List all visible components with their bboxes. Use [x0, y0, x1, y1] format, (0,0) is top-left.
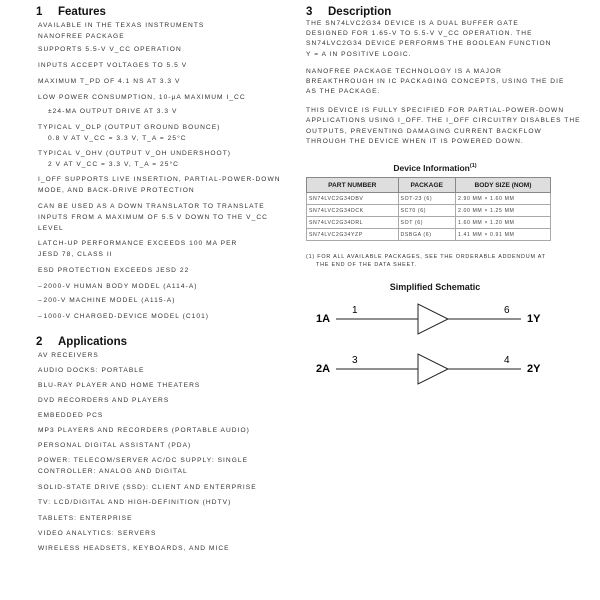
- applications-line: SOLID-STATE DRIVE (SSD): CLIENT AND ENTERPRISE: [38, 484, 257, 491]
- cell-body-size: 2.90 MM × 1.60 MM: [455, 193, 550, 205]
- applications-number: 2: [36, 336, 43, 348]
- features-number: 1: [36, 6, 43, 18]
- applications-line: BLU-RAY PLAYER AND HOME THEATERS: [38, 382, 201, 389]
- description-line: THE SN74LVC2G34 DEVICE IS A DUAL BUFFER GATE: [306, 20, 519, 27]
- cell-package: SOT-23 (6): [398, 193, 455, 205]
- applications-line: EMBEDDED PCS: [38, 412, 104, 419]
- buffer-2-input-pin: 3: [352, 355, 358, 366]
- features-subline: – 200-V MACHINE MODEL (A115-A): [38, 297, 176, 305]
- features-line: INPUTS FROM A MAXIMUM OF 5.5 V DOWN TO THE V_CC: [38, 214, 268, 221]
- device-info-footnote-line: THE END OF THE DATA SHEET.: [316, 262, 417, 268]
- features-line: LATCH-UP PERFORMANCE EXCEEDS 100 MA PER: [38, 240, 238, 247]
- cell-part-number: SN74LVC2G34DCK: [307, 205, 399, 217]
- features-line: LOW POWER CONSUMPTION, 10-µA MAXIMUM I_CC: [38, 94, 246, 101]
- applications-line: VIDEO ANALYTICS: SERVERS: [38, 530, 157, 537]
- applications-line: MP3 PLAYERS AND RECORDERS (PORTABLE AUDIO): [38, 427, 250, 434]
- buffer-1-input-label: 1A: [316, 313, 331, 325]
- applications-line: DVD RECORDERS AND PLAYERS: [38, 397, 170, 404]
- cell-part-number: SN74LVC2G34DRL: [307, 217, 399, 229]
- features-subline: – 1000-V CHARGED-DEVICE MODEL (C101): [38, 313, 209, 321]
- buffer-1-output-pin: 6: [504, 305, 510, 316]
- features-line: SUPPORTS 5.5-V V_CC OPERATION: [38, 46, 182, 53]
- description-line: Y = A IN POSITIVE LOGIC.: [306, 51, 412, 58]
- header-body-size: BODY SIZE (NOM): [455, 178, 550, 193]
- description-line: SN74LVC2G34 DEVICE PERFORMS THE BOOLEAN FUNCTION: [306, 40, 552, 47]
- features-line: MAXIMUM T_PD OF 4.1 NS AT 3.3 V: [38, 78, 181, 85]
- cell-package: SOT (6): [398, 217, 455, 229]
- description-line: THROUGH THE DEVICE WHEN IT IS POWERED DOWN.: [306, 138, 524, 145]
- features-line: JESD 78, CLASS II: [38, 251, 113, 258]
- cell-body-size: 1.60 MM × 1.20 MM: [455, 217, 550, 229]
- features-line: TYPICAL V_OLP (OUTPUT GROUND BOUNCE): [38, 124, 221, 131]
- buffer-2: [316, 354, 541, 384]
- buffer-2-output-pin: 4: [504, 355, 510, 366]
- cell-body-size: 1.41 MM × 0.91 MM: [455, 229, 550, 241]
- cell-package: DSBGA (6): [398, 229, 455, 241]
- features-line: I_OFF SUPPORTS LIVE INSERTION, PARTIAL-POWER-DOWN: [38, 176, 281, 183]
- applications-line: AUDIO DOCKS: PORTABLE: [38, 367, 145, 374]
- description-line: DESIGNED FOR 1.65-V TO 5.5-V V_CC OPERATION. THE: [306, 30, 533, 37]
- description-line: OUTPUTS, PREVENTING DAMAGING CURRENT BACKFLOW: [306, 128, 542, 135]
- features-line: 2 V AT V_CC = 3.3 V, T_A = 25°C: [48, 161, 179, 168]
- description-line: AS THE PACKAGE.: [306, 88, 381, 95]
- features-line: MODE, AND BACK-DRIVE PROTECTION: [38, 187, 195, 194]
- description-line: APPLICATIONS USING I_OFF. THE I_OFF CIRCUITRY DISABLES THE: [306, 117, 581, 124]
- buffer-2-output-label: 2Y: [527, 363, 541, 375]
- applications-line: TV: LCD/DIGITAL AND HIGH-DEFINITION (HDTV): [38, 499, 232, 506]
- features-line: LEVEL: [38, 225, 64, 232]
- applications-line: PERSONAL DIGITAL ASSISTANT (PDA): [38, 442, 192, 449]
- buffer-1-triangle: [418, 304, 448, 334]
- applications-line: CONTROLLER: ANALOG AND DIGITAL: [38, 468, 188, 475]
- features-line: INPUTS ACCEPT VOLTAGES TO 5.5 V: [38, 62, 188, 69]
- applications-line: TABLETS: ENTERPRISE: [38, 515, 133, 522]
- description-title: Description: [328, 6, 392, 18]
- buffer-1-input-pin: 1: [352, 305, 358, 316]
- features-title: Features: [58, 6, 106, 18]
- schematic-title: Simplified Schematic: [389, 282, 481, 292]
- header-package: PACKAGE: [398, 178, 455, 193]
- cell-body-size: 2.00 MM × 1.25 MM: [455, 205, 550, 217]
- buffer-1-output-label: 1Y: [527, 313, 541, 325]
- features-line: ESD PROTECTION EXCEEDS JESD 22: [38, 267, 190, 274]
- device-info-title-footnote-mark: (1): [469, 163, 477, 170]
- buffer-1: [316, 304, 541, 334]
- features-line: AVAILABLE IN THE TEXAS INSTRUMENTS: [38, 22, 205, 29]
- features-line: ±24-MA OUTPUT DRIVE AT 3.3 V: [48, 108, 178, 115]
- cell-package: SC70 (6): [398, 205, 455, 217]
- buffer-2-input-label: 2A: [316, 363, 331, 375]
- features-line: CAN BE USED AS A DOWN TRANSLATOR TO TRANSLATE: [38, 203, 265, 210]
- description-line: THIS DEVICE IS FULLY SPECIFIED FOR PARTIAL-POWER-DOWN: [306, 107, 565, 114]
- features-line: TYPICAL V_OHV (OUTPUT V_OH UNDERSHOOT): [38, 150, 232, 157]
- features-subline: – 2000-V HUMAN BODY MODEL (A114-A): [38, 283, 198, 291]
- device-info-title-text: Device Information: [393, 163, 470, 173]
- description-line: NANOFREE PACKAGE TECHNOLOGY IS A MAJOR: [306, 68, 502, 75]
- applications-line: POWER: TELECOM/SERVER AC/DC SUPPLY: SINGLE: [38, 457, 249, 464]
- features-line: 0.8 V AT V_CC = 3.3 V, T_A = 25°C: [48, 135, 187, 142]
- device-info-footnote-line: (1) FOR ALL AVAILABLE PACKAGES, SEE THE ORDERABLE ADDENDUM AT: [306, 254, 546, 260]
- description-line: BREAKTHROUGH IN IC PACKAGING CONCEPTS, USING THE DIE: [306, 78, 565, 85]
- applications-title: Applications: [58, 336, 128, 348]
- description-number: 3: [306, 6, 313, 18]
- buffer-2-triangle: [418, 354, 448, 384]
- header-part-number: PART NUMBER: [307, 178, 399, 193]
- applications-line: AV RECEIVERS: [38, 352, 99, 359]
- cell-part-number: SN74LVC2G34DBV: [307, 193, 399, 205]
- features-line: NANOFREE PACKAGE: [38, 33, 125, 40]
- applications-line: WIRELESS HEADSETS, KEYBOARDS, AND MICE: [38, 545, 230, 552]
- cell-part-number: SN74LVC2G34YZP: [307, 229, 399, 241]
